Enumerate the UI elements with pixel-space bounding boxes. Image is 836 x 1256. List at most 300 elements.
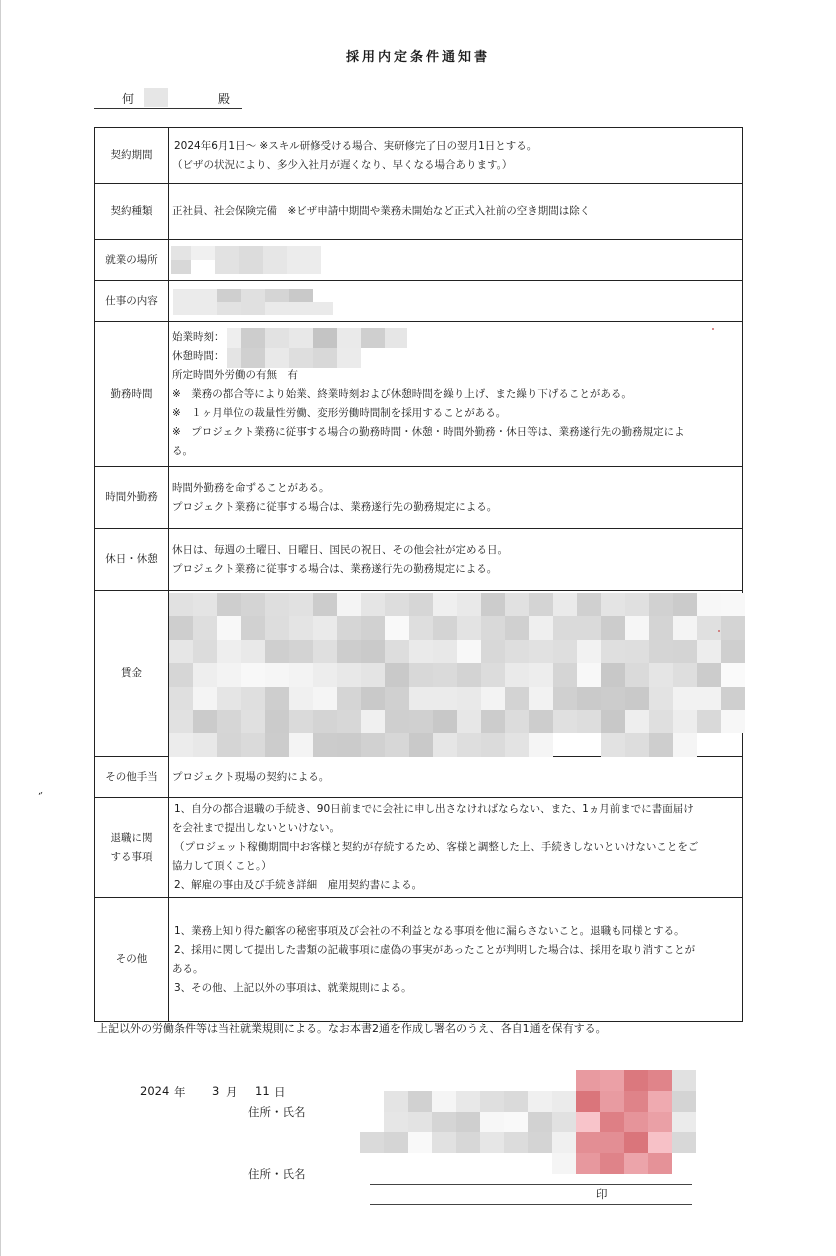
redaction-pixel bbox=[337, 710, 361, 733]
redaction-pixel bbox=[600, 1112, 624, 1133]
redaction-pixel bbox=[673, 733, 697, 756]
redaction-pixel bbox=[409, 640, 433, 663]
redaction-pixel bbox=[528, 1091, 552, 1112]
redaction-pixel bbox=[649, 616, 673, 639]
redaction-pixel bbox=[384, 1091, 408, 1112]
redaction-pixel bbox=[193, 640, 217, 663]
value-job-content bbox=[169, 281, 743, 322]
redaction-pixel bbox=[673, 616, 697, 639]
text-line: プロジェクト業務に従事する場合は、業務遂行先の勤務規定による。 bbox=[172, 562, 498, 575]
row-wages bbox=[95, 591, 743, 757]
text-line: 始業時刻： bbox=[172, 330, 225, 343]
redacted-block bbox=[169, 593, 743, 757]
redaction-pixel bbox=[649, 640, 673, 663]
redaction-pixel bbox=[169, 663, 193, 686]
redaction-pixel bbox=[408, 1132, 432, 1153]
redaction-pixel bbox=[697, 687, 721, 710]
redaction-pixel bbox=[385, 733, 409, 756]
redaction-pixel bbox=[529, 616, 553, 639]
value-holidays bbox=[169, 529, 743, 591]
redaction-pixel bbox=[433, 733, 457, 756]
value-wages bbox=[169, 591, 743, 757]
redaction-pixel bbox=[480, 1091, 504, 1112]
redaction-pixel bbox=[601, 616, 625, 639]
redaction-pixel bbox=[552, 1091, 576, 1112]
redaction-pixel bbox=[193, 733, 217, 756]
redaction-pixel bbox=[361, 663, 385, 686]
redaction-pixel bbox=[432, 1132, 456, 1153]
date-day: 11 bbox=[255, 1084, 270, 1098]
margin-mark: ˶ bbox=[35, 784, 45, 800]
redaction-pixel bbox=[409, 663, 433, 686]
row-overtime bbox=[95, 467, 743, 529]
redaction-pixel bbox=[600, 1070, 624, 1091]
row-work-place bbox=[95, 240, 743, 281]
redaction-pixel bbox=[625, 733, 649, 756]
redaction-pixel bbox=[505, 593, 529, 616]
redaction-pixel bbox=[504, 1091, 528, 1112]
redaction-pixel bbox=[409, 710, 433, 733]
label-overtime: 時間外勤務 bbox=[95, 467, 169, 529]
value-overtime bbox=[169, 467, 743, 529]
text-line: ある。 bbox=[172, 962, 204, 975]
redaction-pixel bbox=[481, 593, 505, 616]
text-line: （ビザの状況により、多少入社月が遅くなり、早くなる場合あります。） bbox=[172, 158, 513, 171]
redaction-pixel bbox=[433, 687, 457, 710]
redaction-pixel bbox=[433, 663, 457, 686]
redaction-pixel bbox=[457, 616, 481, 639]
redaction-pixel bbox=[697, 710, 721, 733]
redaction-pixel bbox=[337, 616, 361, 639]
redaction-pixel bbox=[673, 593, 697, 616]
redaction-pixel bbox=[600, 1153, 624, 1174]
redaction-pixel bbox=[241, 616, 265, 639]
redaction-pixel bbox=[361, 733, 385, 756]
redaction-pixel bbox=[577, 616, 601, 639]
redaction-pixel bbox=[385, 593, 409, 616]
redaction-pixel bbox=[648, 1112, 672, 1133]
signature-line bbox=[370, 1204, 692, 1205]
redaction-pixel bbox=[193, 616, 217, 639]
redaction-pixel bbox=[169, 640, 193, 663]
redaction-pixel bbox=[337, 593, 361, 616]
redaction-pixel bbox=[217, 616, 241, 639]
redaction-pixel bbox=[265, 593, 289, 616]
date-month: 3 bbox=[212, 1084, 220, 1098]
redaction-pixel bbox=[529, 710, 553, 733]
redaction-pixel bbox=[576, 1132, 600, 1153]
value-resignation bbox=[169, 798, 743, 898]
redaction-pixel bbox=[265, 640, 289, 663]
redaction-pixel bbox=[553, 640, 577, 663]
date-year: 2024 bbox=[140, 1084, 170, 1098]
redaction-pixel bbox=[193, 687, 217, 710]
redaction-pixel bbox=[697, 593, 721, 616]
redaction-pixel bbox=[457, 663, 481, 686]
redaction-pixel bbox=[648, 1153, 672, 1174]
redaction-pixel bbox=[265, 710, 289, 733]
redaction-pixel bbox=[289, 687, 313, 710]
text-line: プロジェクト現場の契約による。 bbox=[172, 770, 330, 783]
redaction-pixel bbox=[384, 1132, 408, 1153]
redaction-pixel bbox=[361, 616, 385, 639]
redaction-pixel bbox=[553, 687, 577, 710]
redaction-pixel bbox=[721, 687, 745, 710]
redaction-pixel bbox=[697, 640, 721, 663]
redaction-pixel bbox=[529, 663, 553, 686]
redaction-pixel bbox=[409, 687, 433, 710]
date-day-unit: 日 bbox=[274, 1085, 286, 1099]
value-other-allowances bbox=[169, 757, 743, 798]
text-line: ※ プロジェクト業務に従事する場合の勤務時間・休憩・時間外勤務・休日等は、業務遂行先の勤務規定によ bbox=[172, 425, 685, 438]
date-month-unit: 月 bbox=[226, 1085, 238, 1099]
row-other bbox=[95, 898, 743, 1022]
redaction-pixel bbox=[265, 663, 289, 686]
redaction-pixel bbox=[169, 710, 193, 733]
redaction-pixel bbox=[505, 663, 529, 686]
redaction-pixel bbox=[217, 640, 241, 663]
text-line: （プロジェット稼働期間中お客様と契約が存続するため、客様と調整した上、手続きしないといけないことをご bbox=[174, 841, 699, 853]
redaction-pixel bbox=[649, 593, 673, 616]
address-name-label: 住所・氏名 bbox=[248, 1167, 306, 1181]
redaction-pixel bbox=[217, 593, 241, 616]
redaction-pixel bbox=[408, 1091, 432, 1112]
redaction-pixel bbox=[649, 710, 673, 733]
redaction-pixel bbox=[169, 733, 193, 756]
redacted-block bbox=[227, 328, 407, 368]
redaction-pixel bbox=[193, 710, 217, 733]
redaction-pixel bbox=[384, 1112, 408, 1133]
redaction-pixel bbox=[313, 616, 337, 639]
row-contract-type bbox=[95, 184, 743, 240]
redaction-pixel bbox=[361, 710, 385, 733]
redaction-pixel bbox=[721, 593, 745, 616]
row-other-allowances bbox=[95, 757, 743, 798]
redaction-pixel bbox=[456, 1112, 480, 1133]
addressee-prefix: 何 bbox=[122, 92, 135, 106]
redaction-pixel bbox=[529, 733, 553, 756]
redacted-block bbox=[173, 289, 333, 315]
row-resignation bbox=[95, 798, 743, 898]
redaction-pixel bbox=[648, 1091, 672, 1112]
redaction-pixel bbox=[553, 616, 577, 639]
redaction-pixel bbox=[529, 640, 553, 663]
text-line: 2、解雇の事由及び手続き詳細 雇用契約書による。 bbox=[174, 879, 423, 891]
redaction-pixel bbox=[217, 733, 241, 756]
date-year-unit: 年 bbox=[174, 1085, 186, 1099]
redaction-pixel bbox=[552, 1132, 576, 1153]
redaction-pixel bbox=[625, 640, 649, 663]
label-contract-type: 契約種類 bbox=[95, 184, 169, 240]
redaction-pixel bbox=[529, 593, 553, 616]
redaction-pixel bbox=[649, 733, 673, 756]
addressee-line bbox=[94, 88, 242, 109]
redaction-pixel bbox=[673, 640, 697, 663]
redaction-pixel bbox=[481, 663, 505, 686]
label-work-place: 就業の場所 bbox=[95, 240, 169, 281]
redaction-pixel bbox=[624, 1153, 648, 1174]
label-other-allowances: その他手当 bbox=[95, 757, 169, 798]
redaction-pixel bbox=[385, 663, 409, 686]
redaction-pixel bbox=[289, 640, 313, 663]
redaction-pixel bbox=[217, 710, 241, 733]
label-working-hours: 勤務時間 bbox=[95, 322, 169, 467]
redaction-pixel bbox=[528, 1112, 552, 1133]
redaction-pixel bbox=[241, 640, 265, 663]
redaction-pixel bbox=[409, 733, 433, 756]
signature-line bbox=[370, 1184, 692, 1185]
redaction-pixel bbox=[576, 1153, 600, 1174]
redaction-pixel bbox=[577, 663, 601, 686]
redaction-pixel bbox=[217, 663, 241, 686]
redaction-pixel bbox=[673, 687, 697, 710]
terms-table bbox=[94, 127, 743, 1022]
label-other: その他 bbox=[95, 898, 169, 1022]
redaction-pixel bbox=[600, 1091, 624, 1112]
redaction-pixel bbox=[169, 593, 193, 616]
label-line: 退職に関 bbox=[110, 831, 153, 844]
redaction-pixel bbox=[433, 593, 457, 616]
ink-speck bbox=[718, 630, 720, 632]
text-line: 2、採用に関して提出した書類の記載事項に虚偽の事実があったことが判明した場合は、採用を取り消すことが bbox=[174, 943, 696, 956]
value-working-hours bbox=[169, 322, 743, 467]
redaction-pixel bbox=[408, 1112, 432, 1133]
redaction-pixel bbox=[600, 1132, 624, 1153]
redaction-pixel bbox=[649, 687, 673, 710]
redaction-pixel bbox=[553, 663, 577, 686]
redaction-pixel bbox=[552, 1112, 576, 1133]
redaction-pixel bbox=[601, 733, 625, 756]
value-work-place bbox=[169, 240, 743, 281]
redaction-pixel bbox=[409, 593, 433, 616]
redaction-pixel bbox=[504, 1132, 528, 1153]
redaction-pixel bbox=[505, 687, 529, 710]
redaction-pixel bbox=[721, 616, 745, 639]
redaction-pixel bbox=[504, 1112, 528, 1133]
redaction-pixel bbox=[241, 687, 265, 710]
redaction-pixel bbox=[241, 593, 265, 616]
redaction-pixel bbox=[385, 616, 409, 639]
redaction-pixel bbox=[457, 593, 481, 616]
redaction-pixel bbox=[649, 663, 673, 686]
redaction-pixel bbox=[648, 1132, 672, 1153]
redaction-pixel bbox=[672, 1132, 696, 1153]
redaction-pixel bbox=[169, 687, 193, 710]
redacted-name bbox=[144, 88, 168, 107]
value-contract-type bbox=[169, 184, 743, 240]
redaction-pixel bbox=[601, 593, 625, 616]
redaction-pixel bbox=[625, 663, 649, 686]
redaction-pixel bbox=[601, 663, 625, 686]
redaction-pixel bbox=[624, 1132, 648, 1153]
redaction-pixel bbox=[361, 593, 385, 616]
text-line: 休憩時間： bbox=[172, 349, 225, 362]
redaction-pixel bbox=[625, 687, 649, 710]
text-line: 3、その他、上記以外の事項は、就業規則による。 bbox=[174, 981, 412, 994]
redaction-pixel bbox=[409, 616, 433, 639]
redaction-pixel bbox=[576, 1070, 600, 1091]
redaction-pixel bbox=[313, 710, 337, 733]
text-line: ※ １ヶ月単位の裁量性労働、変形労働時間制を採用することがある。 bbox=[172, 406, 507, 419]
redaction-pixel bbox=[193, 593, 217, 616]
redaction-pixel bbox=[601, 687, 625, 710]
redaction-pixel bbox=[624, 1091, 648, 1112]
text-line: 2024年6月1日～ ※スキル研修受ける場合、実研修完了日の翌月1日とする。 bbox=[174, 139, 538, 152]
redaction-pixel bbox=[289, 710, 313, 733]
redaction-pixel bbox=[721, 710, 745, 733]
text-line: プロジェクト業務に従事する場合は、業務遂行先の勤務規定による。 bbox=[172, 500, 498, 513]
label-contract-period: 契約期間 bbox=[95, 128, 169, 184]
redaction-pixel bbox=[432, 1112, 456, 1133]
redaction-pixel bbox=[481, 640, 505, 663]
redaction-pixel bbox=[337, 687, 361, 710]
page-edge bbox=[0, 0, 1, 1256]
document-title: 採用内定条件通知書 bbox=[345, 50, 490, 65]
redaction-pixel bbox=[697, 616, 721, 639]
redaction-pixel bbox=[672, 1070, 696, 1091]
redaction-pixel bbox=[385, 687, 409, 710]
redaction-pixel bbox=[505, 640, 529, 663]
label-resignation bbox=[95, 798, 169, 898]
redaction-pixel bbox=[457, 710, 481, 733]
redaction-pixel bbox=[361, 687, 385, 710]
redaction-pixel bbox=[673, 663, 697, 686]
redaction-pixel bbox=[241, 733, 265, 756]
redaction-pixel bbox=[624, 1070, 648, 1091]
label-line: する事項 bbox=[110, 850, 153, 863]
label-job-content: 仕事の内容 bbox=[95, 281, 169, 322]
redaction-pixel bbox=[313, 733, 337, 756]
redaction-pixel bbox=[433, 640, 457, 663]
redaction-pixel bbox=[481, 733, 505, 756]
redaction-pixel bbox=[432, 1091, 456, 1112]
redaction-pixel bbox=[456, 1132, 480, 1153]
text-line: 1、自分の都合退職の手続き、90日前までに会社に申し出さなければならない、また、1ヵ月前までに書面届け bbox=[174, 803, 694, 815]
redaction-pixel bbox=[337, 640, 361, 663]
redaction-pixel bbox=[360, 1132, 384, 1153]
ink-speck bbox=[712, 328, 714, 330]
redaction-pixel bbox=[529, 687, 553, 710]
redaction-pixel bbox=[601, 640, 625, 663]
addressee-suffix: 殿 bbox=[218, 92, 231, 106]
redaction-pixel bbox=[577, 687, 601, 710]
value-contract-period bbox=[169, 128, 743, 184]
redaction-pixel bbox=[625, 593, 649, 616]
text-line: 休日は、毎週の土曜日、日曜日、国民の祝日、その他会社が定める日。 bbox=[172, 543, 508, 556]
redaction-pixel bbox=[337, 733, 361, 756]
seal-label: 印 bbox=[596, 1187, 608, 1201]
redaction-pixel bbox=[289, 593, 313, 616]
text-line: 正社員、社会保険完備 ※ビザ申請中期間や業務未開始など正式入社前の空き期間は除く bbox=[172, 205, 591, 217]
redaction-pixel bbox=[624, 1112, 648, 1133]
redaction-pixel bbox=[265, 616, 289, 639]
redaction-pixel bbox=[552, 1153, 576, 1174]
text-line: 時間外勤務を命ずることがある。 bbox=[172, 481, 330, 494]
redaction-pixel bbox=[481, 616, 505, 639]
redaction-pixel bbox=[313, 593, 337, 616]
redaction-pixel bbox=[505, 616, 529, 639]
redaction-pixel bbox=[265, 733, 289, 756]
redaction-pixel bbox=[337, 663, 361, 686]
redaction-pixel bbox=[481, 687, 505, 710]
redaction-pixel bbox=[289, 733, 313, 756]
redaction-pixel bbox=[313, 687, 337, 710]
redaction-pixel bbox=[217, 687, 241, 710]
redaction-pixel bbox=[697, 663, 721, 686]
redaction-pixel bbox=[241, 710, 265, 733]
redaction-pixel bbox=[672, 1091, 696, 1112]
redaction-pixel bbox=[433, 710, 457, 733]
redaction-pixel bbox=[528, 1132, 552, 1153]
redaction-pixel bbox=[361, 640, 385, 663]
text-line: 所定時間外労働の有無 有 bbox=[172, 368, 298, 381]
redaction-pixel bbox=[553, 710, 577, 733]
value-other bbox=[169, 898, 743, 1022]
redaction-pixel bbox=[481, 710, 505, 733]
redaction-pixel bbox=[576, 1091, 600, 1112]
redaction-pixel bbox=[289, 616, 313, 639]
text-line: ※ 業務の都合等により始業、終業時刻および休憩時間を繰り上げ、また繰り下げることがある。 bbox=[172, 387, 632, 400]
redaction-pixel bbox=[289, 663, 313, 686]
redaction-pixel bbox=[241, 663, 265, 686]
redacted-signature bbox=[360, 1070, 690, 1174]
text-line: る。 bbox=[172, 444, 193, 457]
text-line: 協力して頂くこと。） bbox=[172, 860, 272, 872]
redaction-pixel bbox=[577, 593, 601, 616]
redaction-pixel bbox=[601, 710, 625, 733]
redaction-pixel bbox=[625, 710, 649, 733]
redaction-pixel bbox=[576, 1112, 600, 1133]
redaction-pixel bbox=[577, 640, 601, 663]
redaction-pixel bbox=[457, 733, 481, 756]
redaction-pixel bbox=[480, 1132, 504, 1153]
redaction-pixel bbox=[193, 663, 217, 686]
redaction-pixel bbox=[457, 687, 481, 710]
redaction-pixel bbox=[385, 640, 409, 663]
redaction-pixel bbox=[457, 640, 481, 663]
row-contract-period bbox=[95, 128, 743, 184]
row-working-hours bbox=[95, 322, 743, 467]
address-name-label: 住所・氏名 bbox=[248, 1105, 306, 1119]
redaction-pixel bbox=[672, 1112, 696, 1133]
redaction-pixel bbox=[505, 733, 529, 756]
row-holidays bbox=[95, 529, 743, 591]
text-line: を会社まで提出しないといけない。 bbox=[172, 822, 340, 834]
footnote: 上記以外の労働条件等は当社就業規則による。なお本書2通を作成し署名のうえ、各自1通を保有する。 bbox=[97, 1022, 607, 1035]
redaction-pixel bbox=[169, 616, 193, 639]
redaction-pixel bbox=[313, 640, 337, 663]
redaction-pixel bbox=[625, 616, 649, 639]
redaction-pixel bbox=[313, 663, 337, 686]
redaction-pixel bbox=[721, 663, 745, 686]
redaction-pixel bbox=[505, 710, 529, 733]
redaction-pixel bbox=[721, 640, 745, 663]
redaction-pixel bbox=[456, 1091, 480, 1112]
text-line: 1、業務上知り得た顧客の秘密事項及び会社の不利益となる事項を他に漏らさないこと。退職も同様とする。 bbox=[174, 924, 685, 937]
label-holidays: 休日・休憩 bbox=[95, 529, 169, 591]
redaction-pixel bbox=[553, 593, 577, 616]
redaction-pixel bbox=[433, 616, 457, 639]
redaction-pixel bbox=[265, 687, 289, 710]
label-wages: 賃金 bbox=[95, 591, 169, 757]
row-job-content bbox=[95, 281, 743, 322]
redacted-block bbox=[171, 246, 321, 274]
redaction-pixel bbox=[577, 710, 601, 733]
redaction-pixel bbox=[648, 1070, 672, 1091]
redaction-pixel bbox=[480, 1112, 504, 1133]
redaction-pixel bbox=[385, 710, 409, 733]
redaction-pixel bbox=[673, 710, 697, 733]
